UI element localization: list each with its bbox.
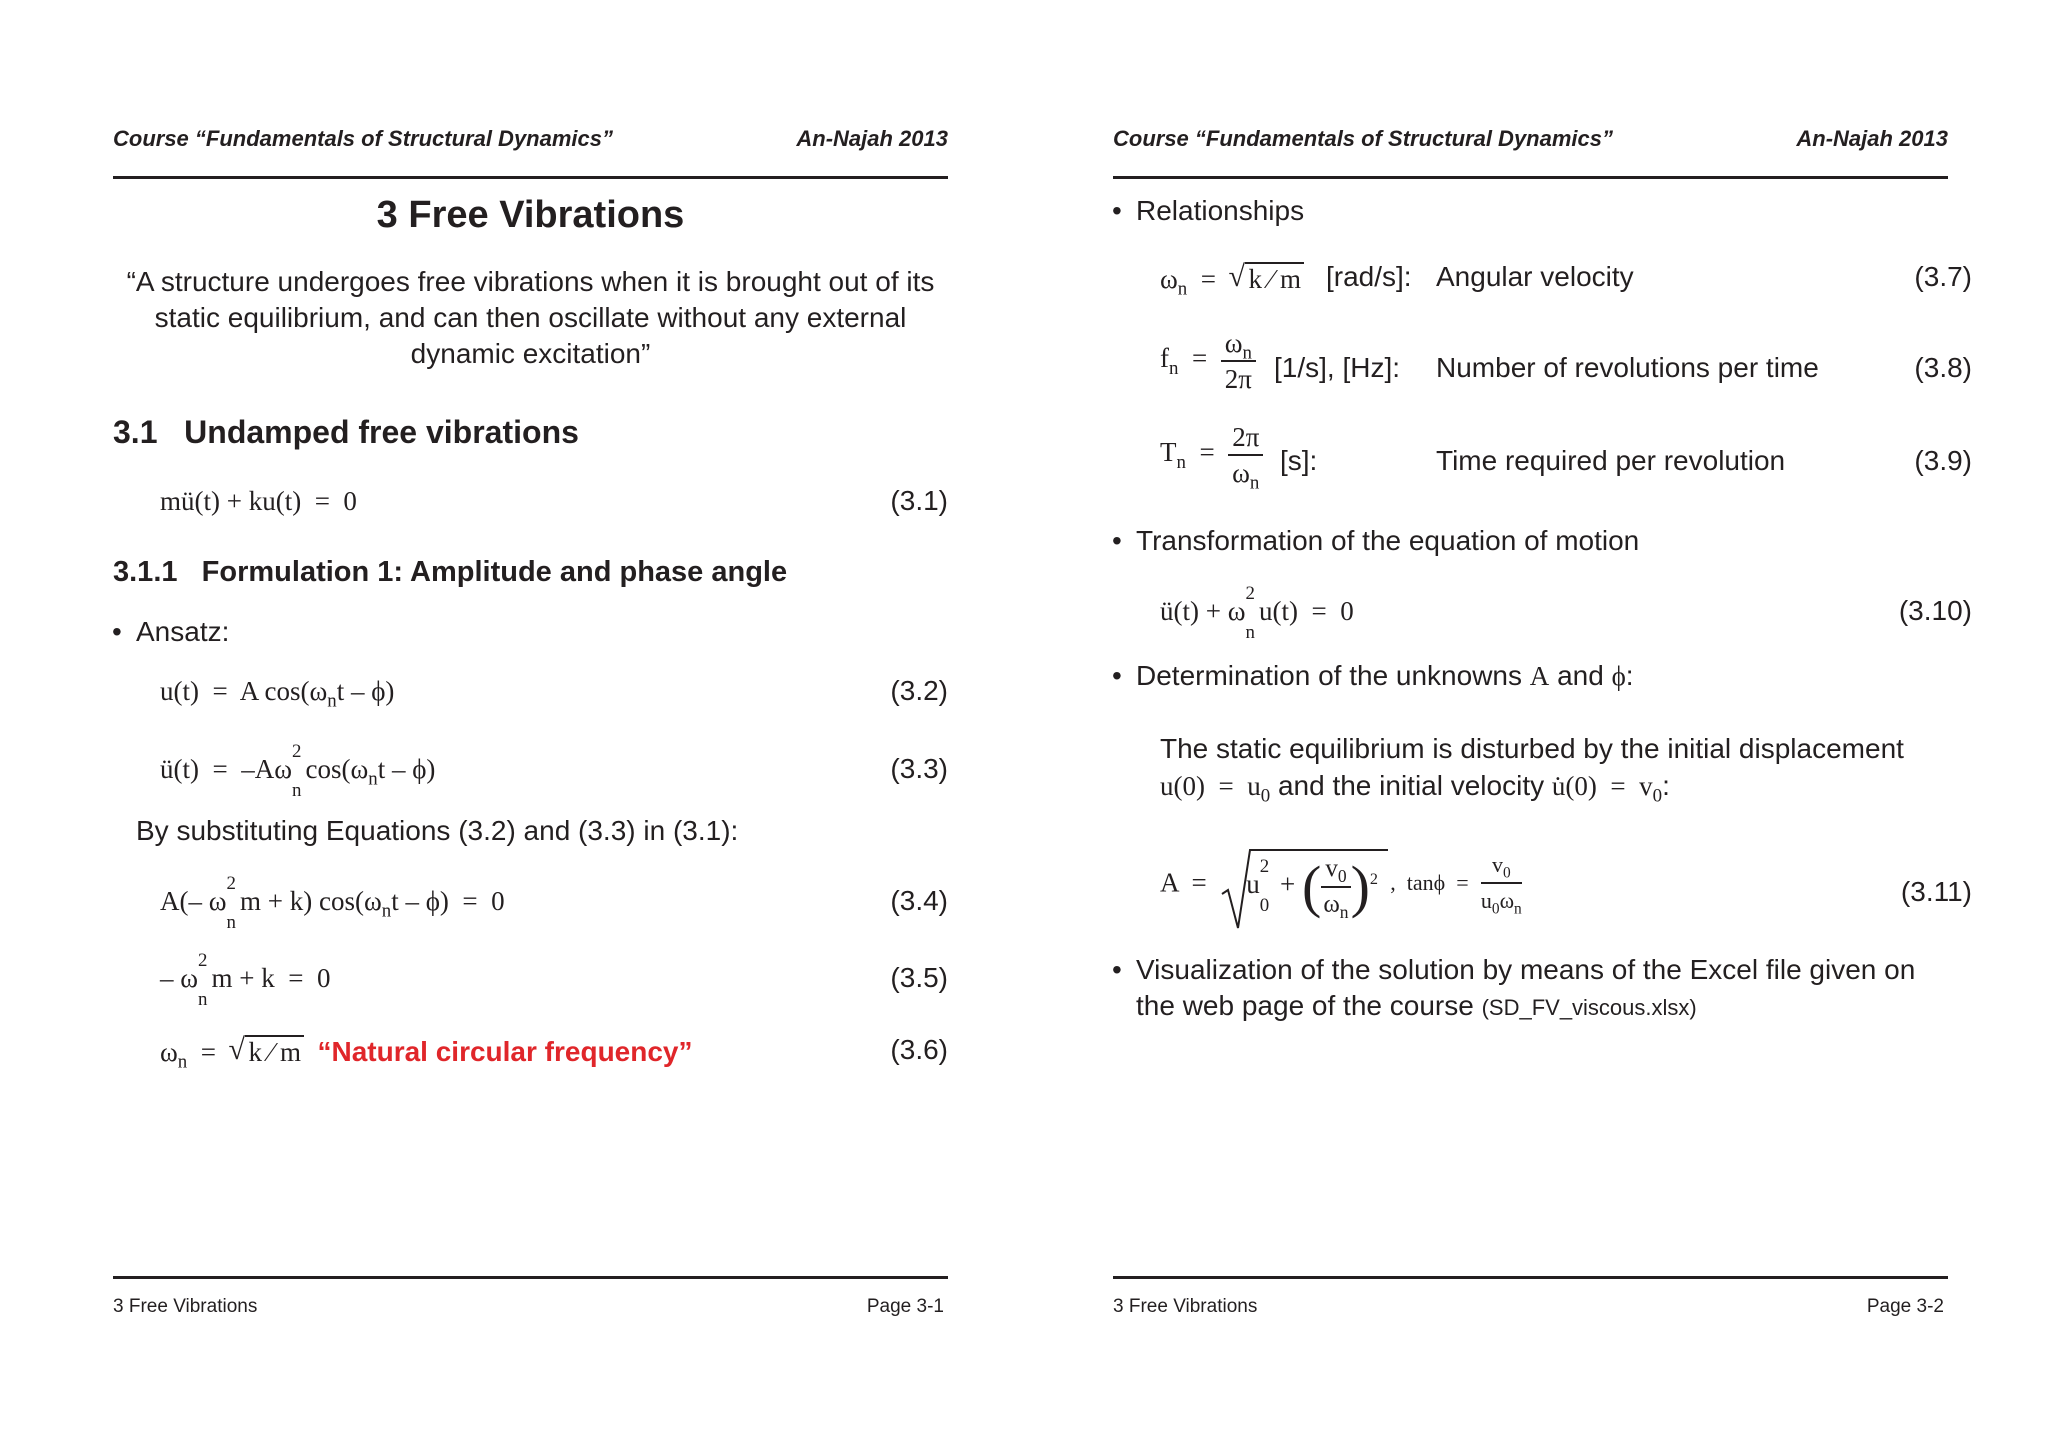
- equation-3-2: u(t) = A $\cos(\omega_nt - \phi)$: [160, 676, 395, 712]
- equation-3-8: $f_n$ = $\frac{\omega_n}{2\pi}$: [1160, 328, 1256, 394]
- subsection-heading: 3.1.1 Formulation 1: Amplitude and phase angle: [113, 556, 788, 588]
- determination-heading: • Determination of the unknowns A and ϕ:: [1136, 660, 1634, 692]
- visualization-line-1: • Visualization of the solution by means of the Excel file given on: [1136, 954, 1915, 986]
- excel-filename: (SD_FV_viscous.xlsx): [1481, 995, 1697, 1020]
- period-desc: Time required per revolution: [1436, 445, 1786, 476]
- eq-number: (3.7): [1914, 261, 1972, 292]
- page-header: [1113, 122, 1948, 152]
- eq-number: (3.3): [890, 753, 948, 784]
- equation-3-5: – ω 2 n m + k = 0: [160, 950, 331, 1010]
- unit-rad-s: [rad/s]:: [1326, 261, 1412, 292]
- initial-velocity-text: and the initial velocity: [1277, 770, 1545, 801]
- and-text: and: [1557, 660, 1604, 691]
- eq-number: (3.9): [1914, 445, 1972, 476]
- eq-number: (3.6): [890, 1034, 948, 1065]
- page-number: Page 3-2: [1866, 1296, 1944, 1317]
- footer-rule: [1113, 1276, 1948, 1279]
- equation-3-6: $\omega_n$ = √ k ⁄ m “Natural circular frequency”: [160, 1035, 693, 1068]
- header-rule: [113, 176, 948, 179]
- unit-s: [s]:: [1280, 445, 1318, 476]
- substitution-text: By substituting Equations (3.2) and (3.3) in (3.1):: [136, 815, 739, 846]
- footer-rule: [113, 1276, 948, 1279]
- determination-text: Determination of the unknowns: [1136, 660, 1522, 691]
- equation-3-11: A = u 2 0 + ( $\frac{v_0}{\omega_n}$ )$^2$ , tanϕ = $\frac{v_0}{u_0\omega_n}$: [1160, 850, 1522, 916]
- page-number: Page 3-1: [866, 1296, 944, 1317]
- footer-chapter: 3 Free Vibrations: [1113, 1296, 1258, 1317]
- ansatz-label: • Ansatz:: [136, 616, 229, 648]
- root-expression: u 2 0 + ( $\frac{v_0}{\omega_n}$ )$^2$: [1220, 850, 1378, 916]
- definition-quote: “A structure undergoes free vibrations when it is brought out of its static equilibrium, and can then oscillate without any external dynamic excitation”: [126, 266, 935, 369]
- course-title: Course “Fundamentals of Structural Dynamics”: [113, 126, 613, 151]
- eq-number: (3.1): [890, 485, 948, 516]
- equation-3-9: $T_n$ = $\frac{2\pi}{\omega_n}$: [1160, 422, 1263, 488]
- page-header: [113, 122, 948, 152]
- angular-velocity-desc: Angular velocity: [1436, 261, 1634, 292]
- revolutions-desc: Number of revolutions per time: [1436, 352, 1819, 383]
- eq-number: (3.8): [1914, 352, 1972, 383]
- transformation-heading: • Transformation of the equation of motion: [1136, 525, 1639, 557]
- initial-conditions-line: $u(0) = u_0$ and the initial velocity u̇(0) = $v_0$:: [1160, 770, 1670, 807]
- eq-number: (3.2): [890, 675, 948, 706]
- eq-number: (3.10): [1898, 595, 1972, 626]
- visualization-text: the web page of the course: [1136, 990, 1474, 1021]
- eq-number: (3.4): [890, 885, 948, 916]
- chapter-title: 3 Free Vibrations: [376, 194, 685, 236]
- page-right: [1024, 0, 2048, 1448]
- institution-year: An-Najah 2013: [1796, 126, 1948, 151]
- course-title: Course “Fundamentals of Structural Dynamics”: [1113, 126, 1613, 151]
- relationships-heading: • Relationships: [1136, 195, 1304, 227]
- equation-3-4: A(– ω 2 n m + k) $\cos(\omega_nt - \phi) = 0$: [160, 873, 505, 933]
- equation-3-10: ü(t) + ω 2 n u(t) = 0: [1160, 583, 1354, 643]
- unit-hz: [1/s], [Hz]:: [1274, 352, 1401, 383]
- visualization-line-2: [1136, 990, 1697, 1022]
- natural-frequency-label: “Natural circular frequency”: [317, 1036, 693, 1067]
- header-rule: [1113, 176, 1948, 179]
- eq-number: (3.11): [1900, 876, 1972, 907]
- equation-3-1: mü(t) + ku(t) = 0: [160, 486, 357, 516]
- equation-3-7: $\omega_n$ = √ k ⁄ m: [1160, 262, 1304, 295]
- eq-number: (3.5): [890, 962, 948, 993]
- static-equilibrium-text: The static equilibrium is disturbed by the initial displacement: [1160, 733, 1904, 764]
- institution-year: An-Najah 2013: [796, 126, 948, 151]
- footer-chapter: 3 Free Vibrations: [113, 1296, 258, 1317]
- section-heading: 3.1 Undamped free vibrations: [113, 414, 579, 450]
- equation-3-3: ü(t) = –Aω 2 n $\cos(\omega_nt - \phi)$: [160, 741, 436, 801]
